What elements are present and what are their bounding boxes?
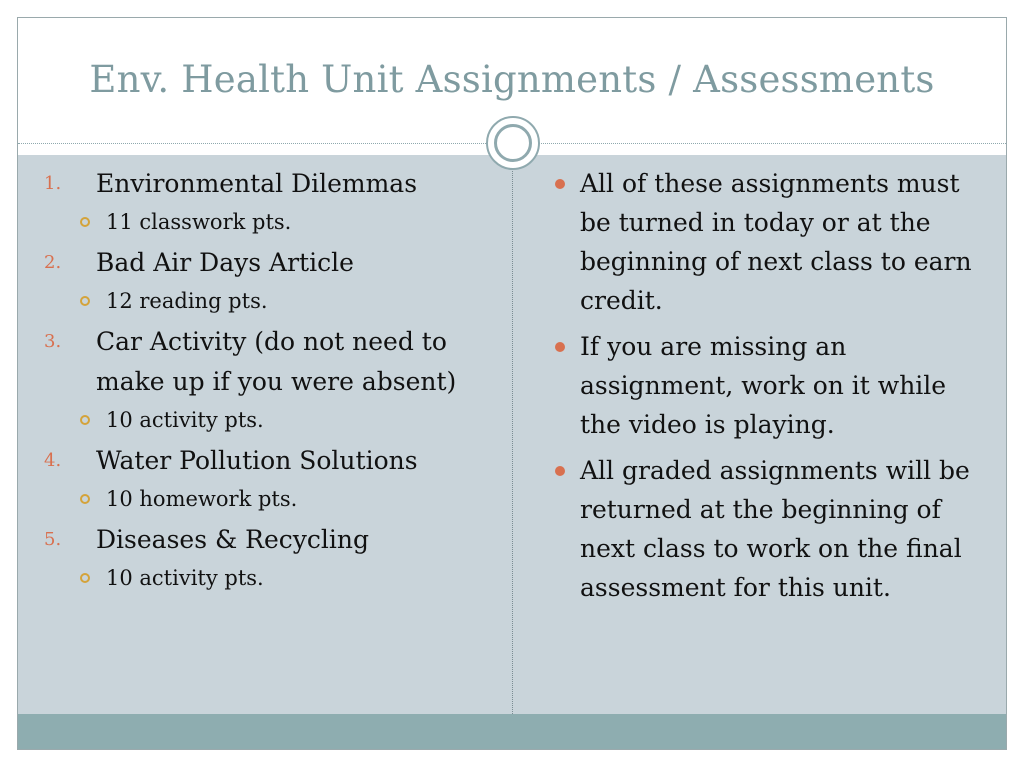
list-item-label: Diseases & Recycling [96, 525, 370, 554]
filled-bullet-icon [555, 466, 565, 476]
list-item [18, 520, 512, 560]
sub-item-label: 10 homework pts. [106, 487, 298, 511]
filled-bullet-icon [555, 342, 565, 352]
bullet-text: All graded assignments will be returned at the beginning of next class to work on the final assessment for this unit. [580, 456, 970, 602]
circle-ornament-icon [486, 116, 540, 170]
column-divider [512, 155, 513, 716]
list-item [553, 327, 993, 444]
sub-item-label: 10 activity pts. [106, 408, 264, 432]
list-item [18, 243, 512, 283]
list-item [553, 164, 993, 320]
list-item [18, 164, 512, 204]
sub-item-label: 10 activity pts. [106, 566, 264, 590]
sub-item-label: 12 reading pts. [106, 289, 268, 313]
list-item-label: Bad Air Days Article [96, 248, 354, 277]
list-item-label: Environmental Dilemmas [96, 169, 418, 198]
list-item-number: 2. [44, 252, 62, 273]
footer-bar [18, 714, 1006, 749]
notes-bullet-list [553, 164, 993, 614]
list-item-number: 3. [44, 331, 62, 352]
hollow-bullet-icon [80, 296, 90, 306]
sub-item-label: 11 classwork pts. [106, 210, 292, 234]
sub-item [18, 563, 512, 593]
list-item-number: 5. [44, 529, 62, 550]
list-item [18, 441, 512, 481]
hollow-bullet-icon [80, 573, 90, 583]
list-item-number: 4. [44, 450, 62, 471]
slide [17, 17, 1007, 750]
list-item [553, 451, 993, 607]
filled-bullet-icon [555, 179, 565, 189]
slide-title: Env. Health Unit Assignments / Assessments [89, 58, 935, 101]
list-item [18, 322, 512, 402]
bullet-text: If you are missing an assignment, work on it while the video is playing. [580, 332, 947, 439]
list-item-number: 1. [44, 173, 62, 194]
list-item-label: Car Activity (do not need to make up if you were absent) [96, 327, 457, 396]
hollow-bullet-icon [80, 494, 90, 504]
numbered-assignment-list [18, 164, 512, 599]
sub-item [18, 207, 512, 237]
hollow-bullet-icon [80, 415, 90, 425]
sub-item [18, 484, 512, 514]
sub-item [18, 286, 512, 316]
bullet-text: All of these assignments must be turned in today or at the beginning of next class to earn credit. [580, 169, 972, 315]
hollow-bullet-icon [80, 217, 90, 227]
sub-item [18, 405, 512, 435]
circle-ornament-inner [494, 124, 532, 162]
list-item-label: Water Pollution Solutions [96, 446, 418, 475]
